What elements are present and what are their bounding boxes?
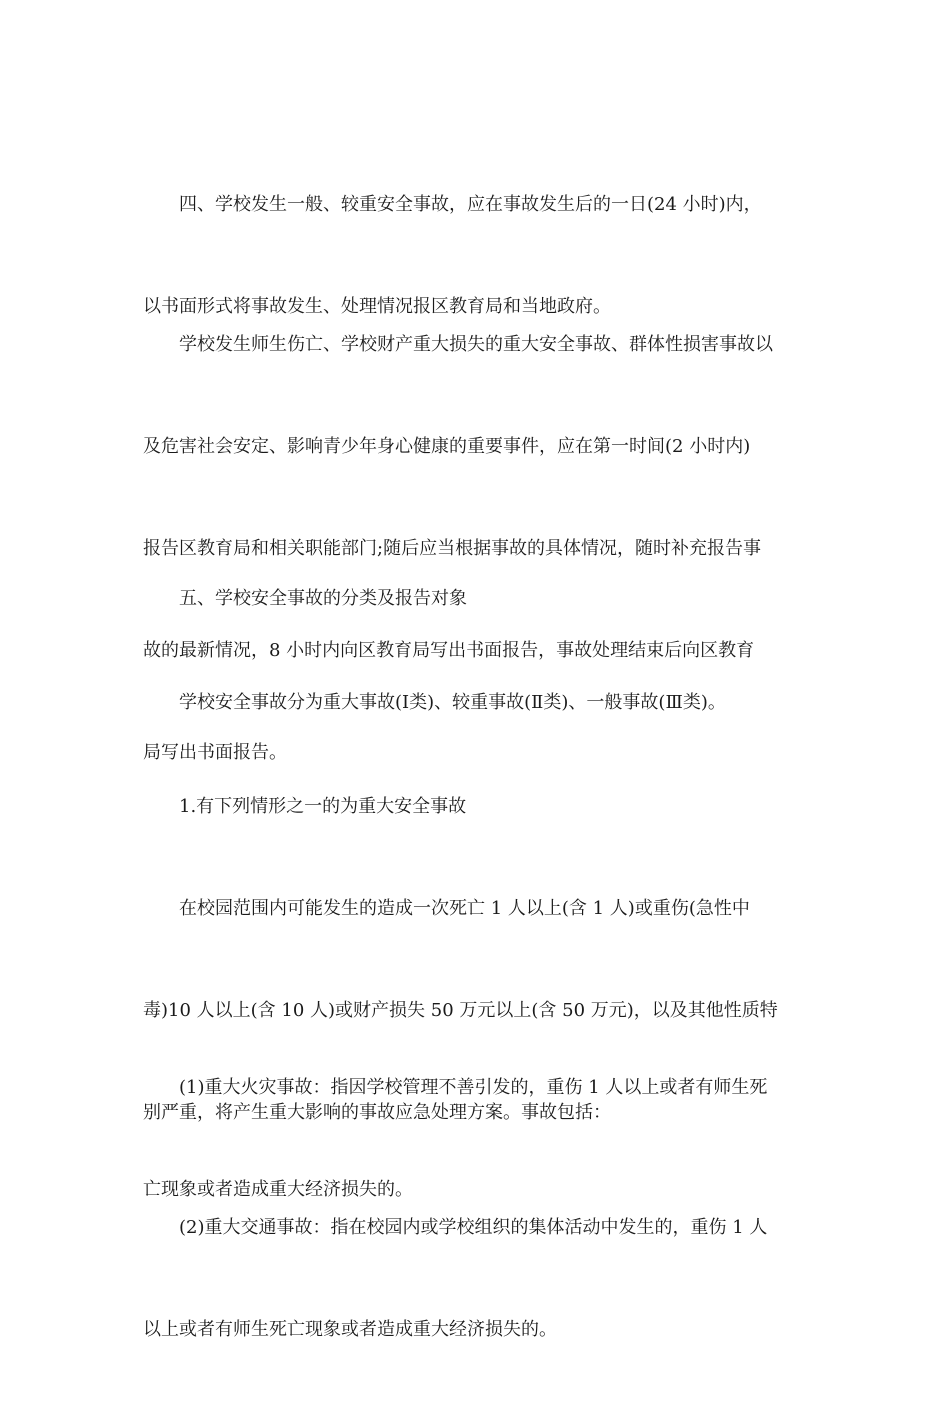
text-line: 别严重，将产生重大影响的事故应急处理方案。事故包括： [143,1102,611,1123]
text-line: 毒)10 人以上(含 10 人)或财产损失 50 万元以上(含 50 万元)，以及其他性质特 [143,1000,778,1021]
text-line: 以上或者有师生死亡现象或者造成重大经济损失的。 [143,1319,557,1340]
text-line: 学校发生师生伤亡、学校财产重大损失的重大安全事故、群体性损害事故以 [179,334,773,355]
text-line: 局写出书面报告。 [143,742,287,763]
list-item-traffic-accident [143,1143,823,1415]
text-line: 1.有下列情形之一的为重大安全事故 [179,796,467,817]
text-line: 学校安全事故分为重大事故(Ⅰ类)、较重事故(Ⅱ类)、一般事故(Ⅲ类)。 [179,692,726,713]
text-line: 故的最新情况，8 小时内向区教育局写出书面报告，事故处理结束后向区教育 [143,640,755,661]
text-line: 在校园范围内可能发生的造成一次死亡 1 人以上(含 1 人)或重伤(急性中 [179,898,750,919]
text-line: 亡现象或者造成重大经济损失的。 [143,1179,413,1200]
text-line: 五、学校安全事故的分类及报告对象 [179,588,467,609]
text-line: 以书面形式将事故发生、处理情况报区教育局和当地政府。 [143,296,611,317]
text-line: 四、学校发生一般、较重安全事故，应在事故发生后的一日(24 小时)内， [179,194,762,215]
text-line: 报告区教育局和相关职能部门;随后应当根据事故的具体情况，随时补充报告事 [143,538,762,559]
text-line: (1)重大火灾事故：指因学校管理不善引发的，重伤 1 人以上或者有师生死 [179,1077,768,1098]
text-line: (2)重大交通事故：指在校园内或学校组织的集体活动中发生的，重伤 1 人 [179,1217,768,1238]
text-line: 及危害社会安定、影响青少年身心健康的重要事件，应在第一时间(2 小时内) [143,436,751,457]
